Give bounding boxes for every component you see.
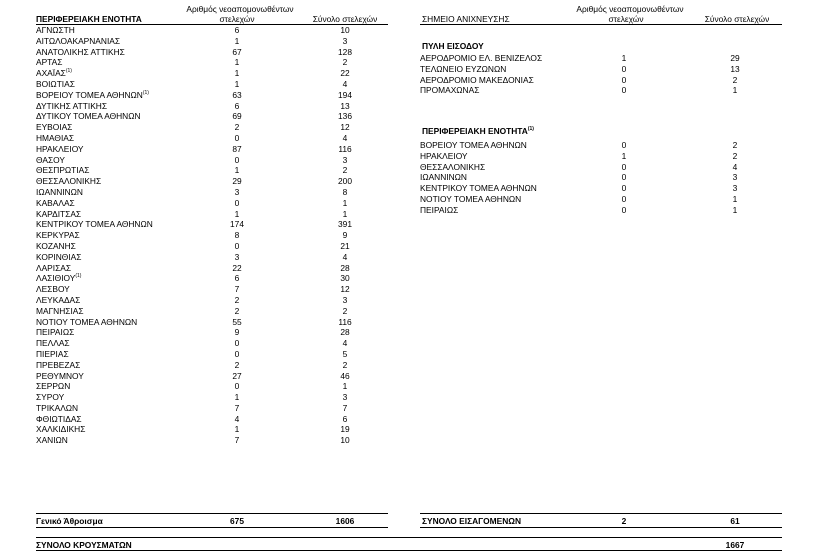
row-quarantined: 1 [234, 68, 240, 79]
table-row [420, 85, 782, 96]
row-total: 3 [732, 172, 738, 183]
row-name: ΤΕΛΩΝΕΙΟ ΕΥΖΩΝΩΝ [420, 63, 507, 74]
row-total: 2 [732, 150, 738, 161]
row-total: 1 [342, 197, 348, 208]
row-name: ΒΟΡΕΙΟΥ ΤΟΜΕΑ ΑΘΗΝΩΝ$^{(1)}$ [36, 89, 149, 100]
row-quarantined: 0 [234, 132, 240, 143]
table-row [420, 162, 782, 173]
table-row [36, 90, 388, 101]
right-total-quarantined: 2 [621, 516, 627, 526]
table-row [36, 349, 388, 360]
table-row [36, 414, 388, 425]
row-quarantined: 0 [621, 140, 627, 150]
row-total: 7 [342, 402, 348, 413]
table-row [36, 155, 388, 166]
row-quarantined: 0 [621, 74, 627, 85]
row-quarantined: 1 [234, 392, 240, 403]
row-name: ΗΡΑΚΛΕΙΟΥ [420, 150, 468, 161]
row-name: ΘΕΣΣΑΛΟΝΙΚΗΣ [36, 176, 102, 187]
right-total-total: 61 [730, 516, 740, 526]
row-total: 22 [340, 68, 350, 79]
row-quarantined: 1 [234, 78, 240, 89]
row-name: ΛΑΣΙΘΙΟΥ$^{(1)}$ [36, 273, 82, 284]
table-row [420, 151, 782, 162]
grand-total-label: ΣΥΝΟΛΟ ΚΡΟΥΣΜΑΤΩΝ [36, 540, 132, 550]
row-name: ΘΑΣΟΥ [36, 154, 65, 165]
row-quarantined: 55 [232, 316, 242, 327]
row-name: ΔΥΤΙΚΟΥ ΤΟΜΕΑ ΑΘΗΝΩΝ [36, 111, 141, 122]
row-name: ΠΕΙΡΑΙΩΣ [36, 327, 75, 338]
row-name: ΕΥΒΟΙΑΣ [36, 122, 73, 133]
row-total: 13 [730, 63, 740, 74]
row-total: 2 [732, 140, 738, 150]
row-name: ΚΑΡΔΙΤΣΑΣ [36, 208, 82, 219]
row-quarantined: 22 [232, 262, 242, 273]
row-quarantined: 6 [234, 100, 240, 111]
table-row [36, 252, 388, 263]
row-name: ΡΕΘΥΜΝΟΥ [36, 370, 84, 381]
table-row [36, 101, 388, 112]
table-row [36, 317, 388, 328]
table-row [36, 176, 388, 187]
row-name: ΛΑΡΙΣΑΣ [36, 262, 72, 273]
right-header-total: Σύνολο στελεχών [704, 14, 770, 24]
row-name: ΘΕΣΠΡΩΤΙΑΣ [36, 165, 90, 176]
row-quarantined: 4 [234, 413, 240, 424]
table-row [36, 263, 388, 274]
table-row [36, 424, 388, 435]
row-name: ΣΥΡΟΥ [36, 392, 65, 403]
row-quarantined: 1 [621, 53, 627, 63]
row-total: 19 [340, 424, 350, 435]
table-row [36, 57, 388, 68]
row-total: 128 [338, 46, 352, 57]
row-name: ΝΟΤΙΟΥ ΤΟΜΕΑ ΑΘΗΝΩΝ [420, 193, 522, 204]
grand-total-rule-bottom [36, 550, 782, 551]
row-name: ΣΕΡΡΩΝ [36, 381, 71, 392]
table-row [36, 36, 388, 47]
right-header-rule [420, 24, 782, 25]
left-header-region: ΠΕΡΙΦΕΡΕΙΑΚΗ ΕΝΟΤΗΤΑ [36, 14, 142, 24]
region-section-title: ΠΕΡΙΦΕΡΕΙΑΚΗ ΕΝΟΤΗΤΑ$^{(1)}$ [422, 126, 534, 136]
table-row [36, 295, 388, 306]
row-name: ΙΩΑΝΝΙΝΩΝ [420, 172, 467, 183]
row-total: 2 [342, 57, 348, 68]
row-total: 194 [338, 89, 352, 100]
row-total: 21 [340, 240, 350, 251]
table-row [36, 209, 388, 220]
row-quarantined: 1 [621, 150, 627, 161]
row-name: ΚΟΖΑΝΗΣ [36, 240, 76, 251]
row-quarantined: 0 [234, 381, 240, 392]
footnote-marker: (1) [65, 68, 72, 75]
table-row [36, 273, 388, 284]
table-row [36, 68, 388, 79]
left-total-total: 1606 [335, 516, 355, 526]
row-quarantined: 0 [621, 63, 627, 74]
right-header-point: ΣΗΜΕΙΟ ΑΝΙΧΝΕΥΣΗΣ [422, 14, 510, 24]
row-quarantined: 1 [234, 165, 240, 176]
row-total: 116 [338, 143, 352, 154]
left-total-label: Γενικό Άθροισμα [36, 516, 103, 526]
table-row [36, 360, 388, 371]
row-total: 8 [342, 186, 348, 197]
row-quarantined: 9 [234, 327, 240, 338]
row-quarantined: 0 [234, 197, 240, 208]
row-total: 200 [338, 176, 352, 187]
row-quarantined: 0 [621, 193, 627, 204]
table-row [36, 198, 388, 209]
row-total: 4 [342, 132, 348, 143]
table-row [420, 194, 782, 205]
table-row [36, 392, 388, 403]
row-quarantined: 27 [232, 370, 242, 381]
row-name: ΚΕΝΤΡΙΚΟΥ ΤΟΜΕΑ ΑΘΗΝΩΝ [36, 219, 153, 230]
row-name: ΑΝΑΤΟΛΙΚΗΣ ΑΤΤΙΚΗΣ [36, 46, 125, 57]
row-quarantined: 6 [234, 273, 240, 284]
row-name: ΚΕΡΚΥΡΑΣ [36, 230, 80, 241]
right-total-rule-bottom [420, 527, 782, 528]
row-total: 2 [342, 359, 348, 370]
table-row [36, 371, 388, 382]
row-name: ΝΟΤΙΟΥ ΤΟΜΕΑ ΑΘΗΝΩΝ [36, 316, 138, 327]
row-name: ΑΧΑΪΑΣ$^{(1)}$ [36, 68, 72, 79]
right-total-label: ΣΥΝΟΛΟ ΕΙΣΑΓΟΜΕΝΩΝ [422, 516, 522, 526]
table-row [36, 122, 388, 133]
left-header-quarantined-line2: στελεχών [219, 14, 255, 24]
row-name: ΔΥΤΙΚΗΣ ΑΤΤΙΚΗΣ [36, 100, 108, 111]
row-total: 1 [342, 208, 348, 219]
row-total: 30 [340, 273, 350, 284]
row-quarantined: 0 [621, 204, 627, 215]
table-row [36, 284, 388, 295]
row-total: 2 [342, 305, 348, 316]
row-quarantined: 2 [234, 359, 240, 370]
row-total: 12 [340, 122, 350, 133]
row-quarantined: 0 [621, 183, 627, 194]
table-row [36, 25, 388, 36]
entry-table-body [420, 53, 782, 96]
row-name: ΙΩΑΝΝΙΝΩΝ [36, 186, 83, 197]
row-total: 12 [340, 284, 350, 295]
row-name: ΒΟΙΩΤΙΑΣ [36, 78, 75, 89]
table-row [36, 403, 388, 414]
row-total: 3 [342, 154, 348, 165]
row-total: 391 [338, 219, 352, 230]
footnote-marker: (1) [142, 89, 149, 96]
row-name: ΒΟΡΕΙΟΥ ΤΟΜΕΑ ΑΘΗΝΩΝ [420, 140, 527, 150]
row-name: ΚΟΡΙΝΘΙΑΣ [36, 251, 82, 262]
row-name: ΑΓΝΩΣΤΗ [36, 25, 75, 35]
row-quarantined: 0 [621, 85, 627, 96]
row-total: 116 [338, 316, 352, 327]
row-name: ΑΕΡΟΔΡΟΜΙΟ ΕΛ. ΒΕΝΙΖΕΛΟΣ [420, 53, 543, 63]
row-total: 1 [732, 85, 738, 96]
table-row [36, 435, 388, 446]
row-name: ΗΜΑΘΙΑΣ [36, 132, 75, 143]
row-total: 9 [342, 230, 348, 241]
row-quarantined: 1 [234, 208, 240, 219]
row-name: ΤΡΙΚΑΛΩΝ [36, 402, 79, 413]
row-name: ΧΑΛΚΙΔΙΚΗΣ [36, 424, 86, 435]
row-total: 2 [342, 165, 348, 176]
table-row [36, 241, 388, 252]
left-header-quarantined-line1: Αριθμός νεοαπομονωθέντων [186, 4, 294, 14]
table-row [420, 53, 782, 64]
row-quarantined: 0 [234, 240, 240, 251]
row-quarantined: 1 [234, 35, 240, 46]
table-row [420, 205, 782, 216]
row-name: ΛΕΥΚΑΔΑΣ [36, 294, 81, 305]
table-row [420, 172, 782, 183]
row-quarantined: 2 [234, 122, 240, 133]
table-row [36, 327, 388, 338]
row-name: ΠΕΛΛΑΣ [36, 338, 70, 349]
table-row [36, 79, 388, 90]
row-total: 29 [730, 53, 740, 63]
row-total: 3 [342, 392, 348, 403]
row-name: ΘΕΣΣΑΛΟΝΙΚΗΣ [420, 161, 486, 172]
row-total: 4 [732, 161, 738, 172]
row-name: ΛΕΣΒΟΥ [36, 284, 70, 295]
row-quarantined: 0 [234, 348, 240, 359]
row-total: 136 [338, 111, 352, 122]
table-row [420, 75, 782, 86]
row-quarantined: 87 [232, 143, 242, 154]
table-row [36, 187, 388, 198]
row-quarantined: 8 [234, 230, 240, 241]
row-name: ΦΘΙΩΤΙΔΑΣ [36, 413, 82, 424]
row-quarantined: 67 [232, 46, 242, 57]
row-name: ΚΑΒΑΛΑΣ [36, 197, 75, 208]
row-total: 5 [342, 348, 348, 359]
right-total-rule-top [420, 513, 782, 514]
row-total: 4 [342, 338, 348, 349]
row-quarantined: 174 [230, 219, 244, 230]
row-total: 1 [732, 204, 738, 215]
row-name: ΠΙΕΡΙΑΣ [36, 348, 69, 359]
row-total: 10 [340, 435, 350, 446]
left-total-rule-top [36, 513, 388, 514]
left-header-total: Σύνολο στελεχών [312, 14, 378, 24]
row-total: 28 [340, 327, 350, 338]
row-quarantined: 0 [234, 154, 240, 165]
table-row [420, 140, 782, 151]
left-table-body [36, 25, 388, 446]
row-total: 1 [732, 193, 738, 204]
row-name: ΧΑΝΙΩΝ [36, 435, 68, 446]
table-row [36, 306, 388, 317]
row-name: ΠΡΕΒΕΖΑΣ [36, 359, 81, 370]
table-row [36, 219, 388, 230]
row-name: ΑΡΤΑΣ [36, 57, 63, 68]
table-row [36, 47, 388, 58]
right-header-quarantined-line2: στελεχών [608, 14, 644, 24]
row-quarantined: 2 [234, 294, 240, 305]
row-quarantined: 69 [232, 111, 242, 122]
row-name: ΜΑΓΝΗΣΙΑΣ [36, 305, 84, 316]
table-row [36, 381, 388, 392]
row-quarantined: 29 [232, 176, 242, 187]
row-total: 46 [340, 370, 350, 381]
table-row [36, 133, 388, 144]
left-total-rule-bottom [36, 527, 388, 528]
row-quarantined: 0 [234, 338, 240, 349]
row-quarantined: 1 [234, 424, 240, 435]
row-total: 6 [342, 413, 348, 424]
row-quarantined: 3 [234, 186, 240, 197]
table-row [36, 338, 388, 349]
table-row [36, 144, 388, 155]
row-total: 1 [342, 381, 348, 392]
left-total-quarantined: 675 [230, 516, 244, 526]
table-row [420, 183, 782, 194]
row-quarantined: 0 [621, 161, 627, 172]
entry-section-title: ΠΥΛΗ ΕΙΣΟΔΟΥ [422, 41, 484, 51]
row-name: ΚΕΝΤΡΙΚΟΥ ΤΟΜΕΑ ΑΘΗΝΩΝ [420, 183, 537, 194]
footnote-marker: (1) [75, 273, 82, 280]
row-total: 4 [342, 251, 348, 262]
row-quarantined: 2 [234, 305, 240, 316]
row-total: 2 [732, 74, 738, 85]
row-name: ΑΙΤΩΛΟΑΚΑΡΝΑΝΙΑΣ [36, 35, 121, 46]
row-name: ΠΕΙΡΑΙΩΣ [420, 204, 459, 215]
row-quarantined: 6 [234, 25, 240, 35]
row-quarantined: 7 [234, 435, 240, 446]
table-row [36, 230, 388, 241]
row-total: 3 [732, 183, 738, 194]
row-total: 3 [342, 35, 348, 46]
row-name: ΗΡΑΚΛΕΙΟΥ [36, 143, 84, 154]
row-total: 3 [342, 294, 348, 305]
row-quarantined: 0 [621, 172, 627, 183]
row-total: 13 [340, 100, 350, 111]
row-name: ΑΕΡΟΔΡΟΜΙΟ ΜΑΚΕΔΟΝΙΑΣ [420, 74, 534, 85]
table-row [420, 64, 782, 75]
row-quarantined: 7 [234, 284, 240, 295]
right-header-quarantined-line1: Αριθμός νεοαπομονωθέντων [576, 4, 684, 14]
row-total: 4 [342, 78, 348, 89]
row-quarantined: 1 [234, 57, 240, 68]
row-quarantined: 63 [232, 89, 242, 100]
table-row [36, 111, 388, 122]
table-row [36, 165, 388, 176]
row-total: 28 [340, 262, 350, 273]
row-quarantined: 3 [234, 251, 240, 262]
row-quarantined: 7 [234, 402, 240, 413]
grand-total-value: 1667 [725, 540, 745, 550]
grand-total-rule-top [36, 537, 782, 538]
row-total: 10 [340, 25, 350, 35]
region-table-body [420, 140, 782, 216]
row-name: ΠΡΟΜΑΧΩΝΑΣ [420, 85, 480, 96]
